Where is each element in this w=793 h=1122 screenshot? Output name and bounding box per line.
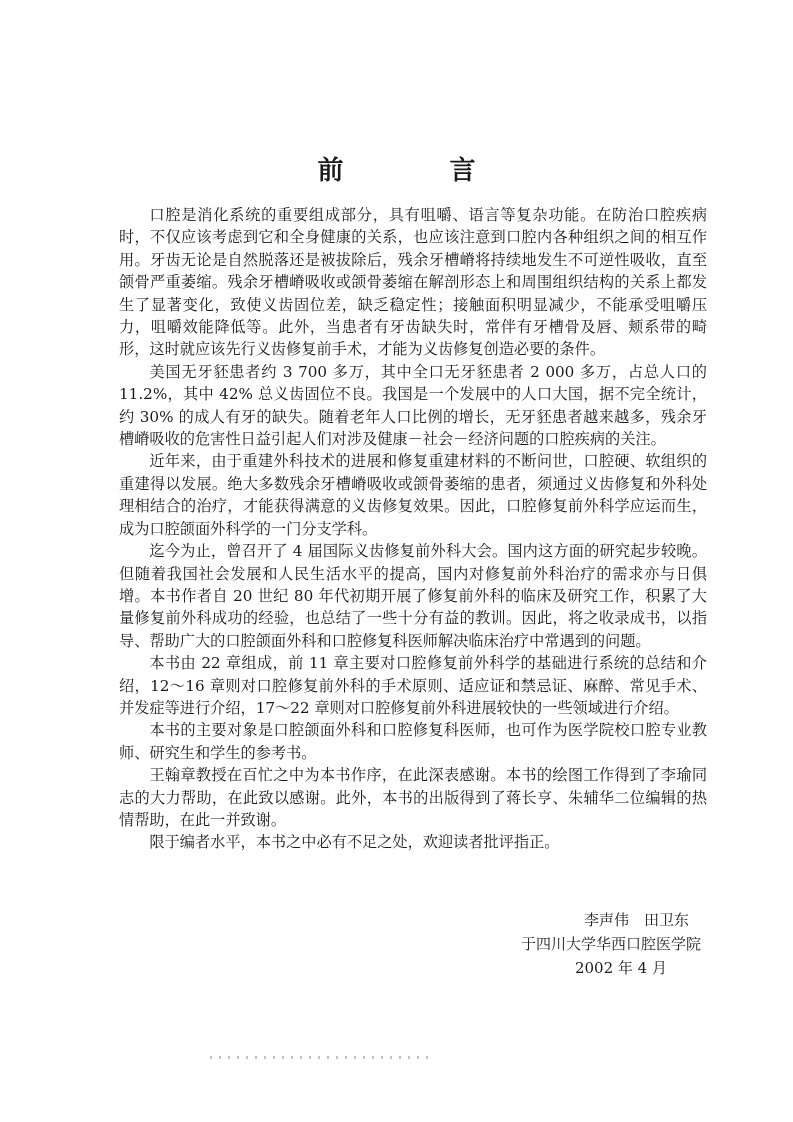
signature-block	[521, 908, 701, 980]
preface-body	[119, 204, 707, 854]
author-affiliation: 于四川大学华西口腔医学院	[520, 935, 701, 953]
paragraph: 迄今为止，曾召开了 4 届国际义齿修复前外科大会。国内这方面的研究起步较晚。但随着我国社会发展和人民生活水平的提高，国内对修复前外科治疗的需求亦与日俱增。本书作者自 20 世纪 80 年代初期开展了修复前外科的临床及研究工作，积累了大量修复前外科成功的经验，也总结了一些十分有益的教训。因此，将之收录成书，以指导、帮助广大的口腔颌面外科和口腔修复科医师解决临床治疗中常遇到的问题。	[119, 542, 707, 650]
paragraph: 口腔是消化系统的重要组成部分，具有咀嚼、语言等复杂功能。在防治口腔疾病时，不仅应该考虑到它和全身健康的关系，也应该注意到口腔内各种组织之间的相互作用。牙齿无论是自然脱落还是被拔除后，残余牙槽嵴将持续地发生不可逆性吸收，直至颌骨严重萎缩。残余牙槽嵴吸收或颌骨萎缩在解剖形态上和周围组织结构的关系上都发生了显著变化，致使义齿固位差，缺乏稳定性；接触面积明显减少，不能承受咀嚼压力，咀嚼效能降低等。此外，当患者有牙齿缺失时，常伴有牙槽骨及唇、颊系带的畸形，这时就应该先行义齿修复前手术，才能为义齿修复创造必要的条件。	[119, 206, 707, 359]
paragraph: 美国无牙豾患者约 3 700 多万，其中全口无牙豾患者 2 000 多万，占总人口的 11.2%，其中 42% 总义齿固位不良。我国是一个发展中的人口大国，据不完全统计，约 30% 的成人有牙的缺失。随着老年人口比例的增长，无牙豾患者越来越多，残余牙槽嵴吸收的危害性日益引起人们对涉及健康－社会－经济问题的口腔疾病的关注。	[119, 362, 707, 449]
paragraph: 王翰章教授在百忙之中为本书作序，在此深表感谢。本书的绘图工作得到了李瑜同志的大力帮助，在此致以感谢。此外，本书的出版得到了蒋长亨、朱辅华二位编辑的热情帮助，在此一并致谢。	[119, 766, 707, 829]
author-names: 李声伟 田卫东	[583, 911, 689, 929]
paragraph: 本书的主要对象是口腔颌面外科和口腔修复科医师，也可作为医学院校口腔专业教师、研究生和学生的参考书。	[119, 721, 707, 762]
paragraph: 近年来，由于重建外科技术的进展和修复重建材料的不断问世，口腔硬、软组织的重建得以发展。绝大多数残余牙槽嵴吸收或颌骨萎缩的患者，须通过义齿修复和外科处理相结合的治疗，才能获得满意的义齿修复效果。因此，口腔修复前外科学应运而生，成为口腔颌面外科学的一门分支学科。	[119, 452, 707, 538]
paragraph: 本书由 22 章组成，前 11 章主要对口腔修复前外科学的基础进行系统的总结和介绍，12～16 章则对口腔修复前外科的手术原则、适应证和禁忌证、麻醉、常见手术、并发症等进行介绍，17～22 章则对口腔修复前外科进展较快的一些领域进行介绍。	[119, 654, 707, 717]
paragraph: 限于编者水平，本书之中必有不足之处，欢迎读者批评指正。	[149, 833, 560, 852]
scan-artifact	[210, 1056, 430, 1059]
page-title: 前 言	[317, 156, 516, 186]
signature-date: 2002 年 4 月	[574, 959, 667, 977]
